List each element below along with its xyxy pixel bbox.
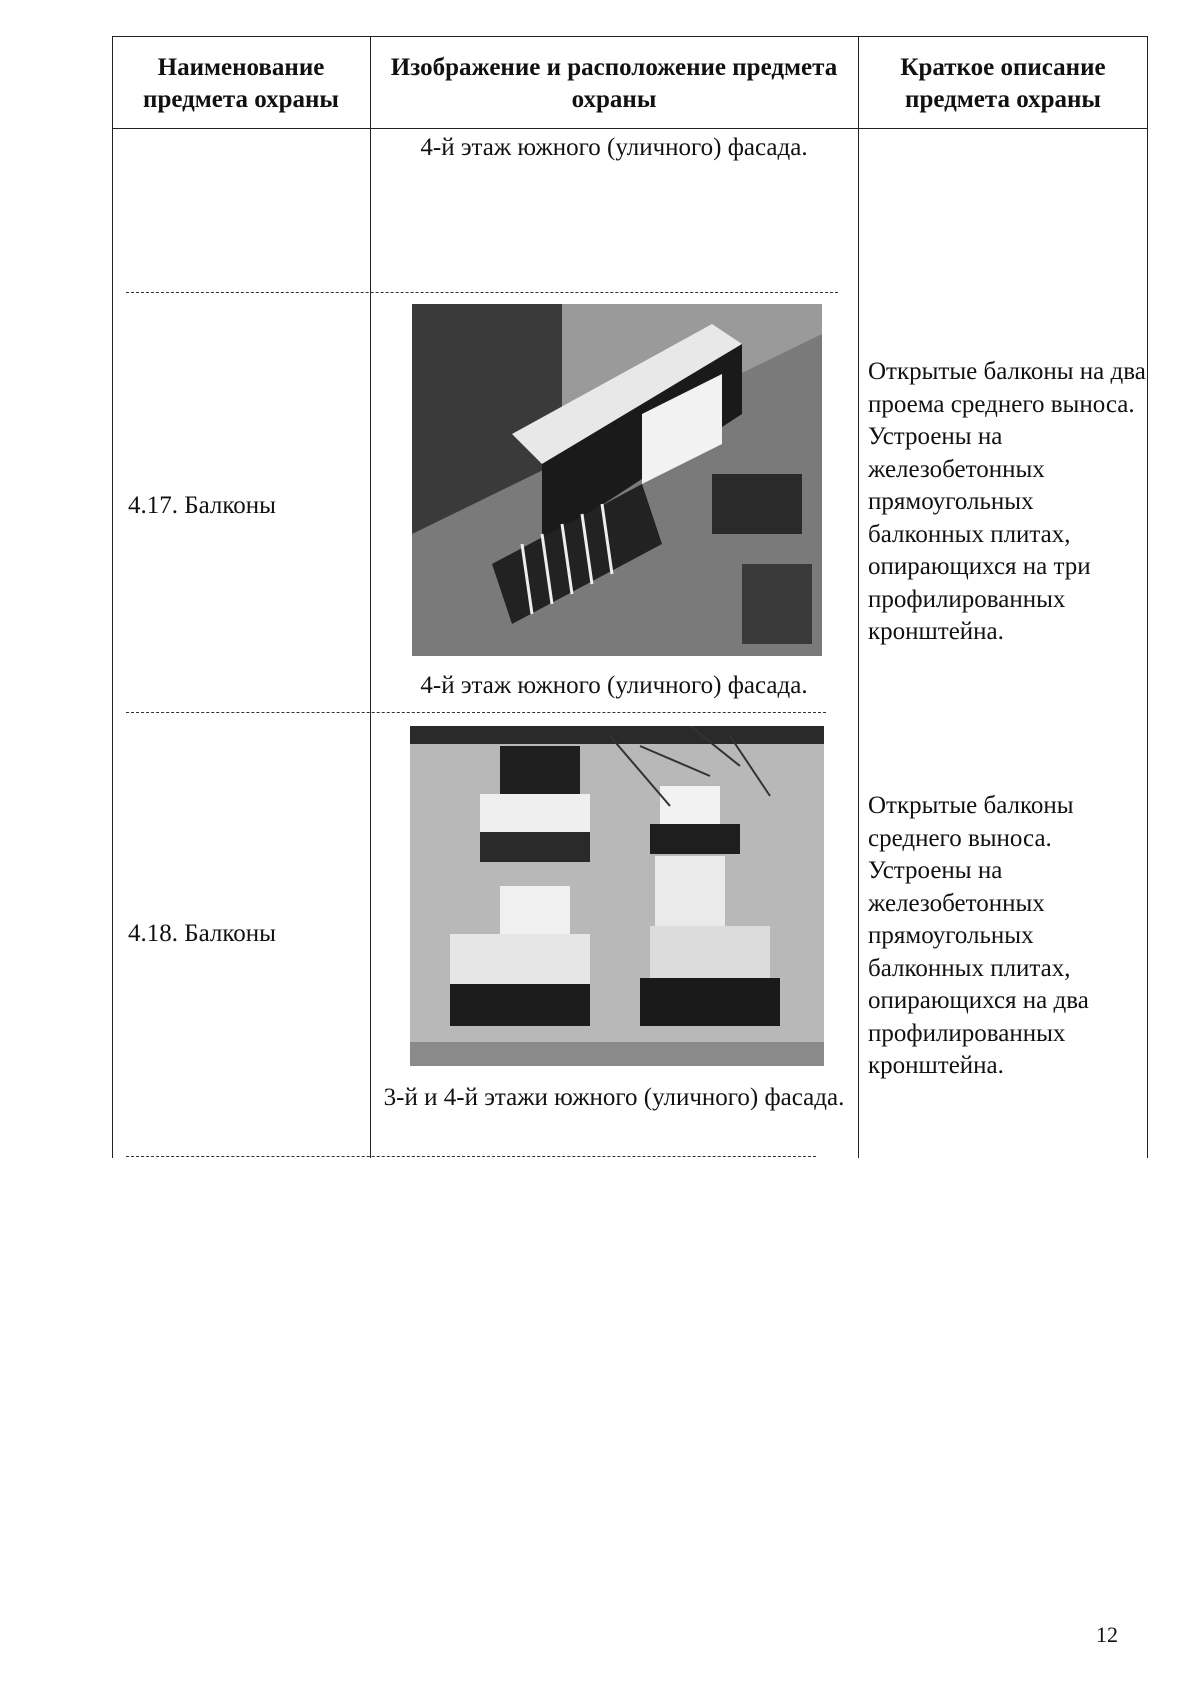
table-border-left bbox=[112, 36, 113, 1158]
row-divider bbox=[126, 292, 838, 293]
table-border-col2 bbox=[858, 36, 859, 1158]
row-name: 4.17. Балконы bbox=[128, 492, 276, 519]
header-description: Краткое описание предмета охраны bbox=[900, 54, 1106, 113]
balcony-photo bbox=[410, 726, 824, 1066]
row-name: 4.18. Балконы bbox=[128, 920, 276, 947]
photo-caption: 3-й и 4-й этажи южного (уличного) фасада. bbox=[383, 1084, 845, 1111]
table-border-col1 bbox=[370, 36, 371, 1158]
table-border-top bbox=[112, 36, 1148, 37]
table-border-right bbox=[1147, 36, 1148, 1158]
balcony-photo bbox=[412, 304, 822, 656]
row-divider bbox=[126, 1156, 816, 1157]
header-image: Изображение и расположение предмета охраны bbox=[390, 54, 838, 113]
continued-caption: 4-й этаж южного (уличного) фасада. bbox=[420, 134, 808, 161]
row-divider bbox=[126, 712, 826, 713]
photo-caption: 4-й этаж южного (уличного) фасада. bbox=[420, 672, 808, 699]
row-description: Открытые балконы среднего выноса. Устроены на железобетонных прямоугольных балконных плитах, опирающихся на два профилированных кронштейна. bbox=[868, 792, 1089, 1079]
page-number: 12 bbox=[1096, 1622, 1118, 1647]
table-header-bottom bbox=[112, 128, 1148, 129]
header-name: Наименование предмета охраны bbox=[143, 54, 339, 113]
row-description: Открытые балконы на два проема среднего выноса. Устроены на железобетонных прямоугольных балконных плитах, опирающихся на три профилированных кронштейна. bbox=[868, 358, 1146, 645]
